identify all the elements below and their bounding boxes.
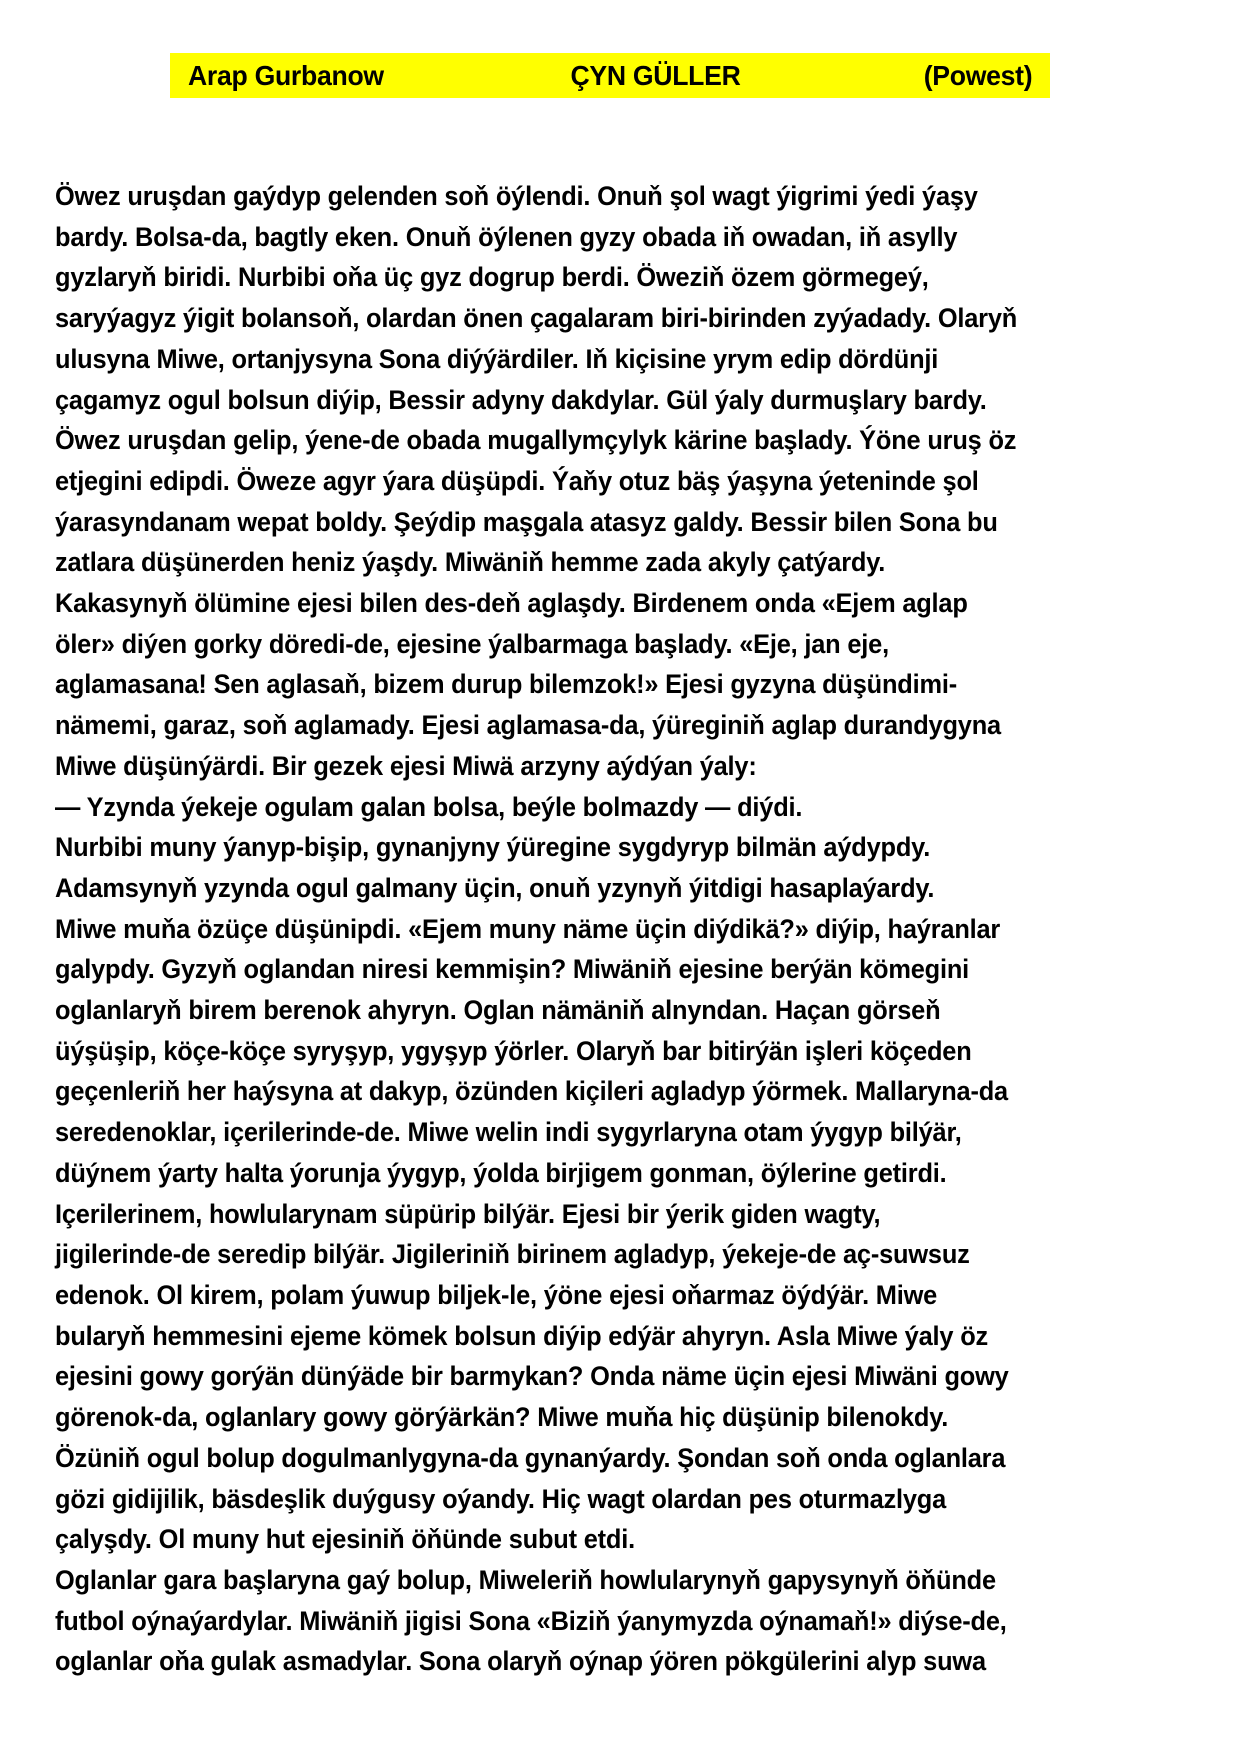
text-line: ejesini gowy gorýän dünýäde bir barmykan? Onda näme üçin ejesi Miwäni gowy bbox=[55, 1361, 1009, 1392]
text-line: Özüniň ogul bolup dogulmanlygyna-da gynanýardy. Şondan soň onda oglanlara bbox=[55, 1442, 1006, 1473]
text-line: Oglanlar gara başlaryna gaý bolup, Miweleriň howlularynyň gapysynyň öňünde bbox=[55, 1564, 996, 1595]
text-line: ýarasyndanam wepat boldy. Şeýdip maşgala atasyz galdy. Bessir bilen Sona bu bbox=[55, 506, 998, 537]
text-line: oglanlar oňa gulak asmadylar. Sona olaryň oýnap ýören pökgülerini alyp suwa bbox=[55, 1646, 986, 1677]
text-line: aglamasana! Sen aglasaň, bizem durup bilemzok!» Ejesi gyzyna düşündimi- bbox=[55, 669, 957, 700]
text-line: Miwe muňa özüçe düşünipdi. «Ejem muny näme üçin diýdikä?» diýip, haýranlar bbox=[55, 913, 1001, 944]
text-line: gyzlaryň biridi. Nurbibi oňa üç gyz dogrup berdi. Öweziň özem görmegeý, bbox=[55, 262, 929, 293]
text-line: seredenoklar, içerilerinde-de. Miwe welin indi sygyrlaryna otam ýygyp bilýär, bbox=[55, 1117, 962, 1148]
text-line: gözi gidijilik, bäsdeşlik duýgusy oýandy. Hiç wagt olardan pes oturmazlyga bbox=[55, 1483, 947, 1514]
text-line: Miwe düşünýärdi. Bir gezek ejesi Miwä arzyny aýdýan ýaly: bbox=[55, 750, 757, 781]
text-line: çagamyz ogul bolsun diýip, Bessir adyny dakdylar. Gül ýaly durmuşlary bardy. bbox=[55, 384, 987, 415]
document-body bbox=[55, 176, 1195, 1682]
text-line: saryýagyz ýigit bolansoň, olardan önen çagalaram biri-birinden zyýadady. Olaryň bbox=[55, 303, 1018, 334]
text-line: bardy. Bolsa-da, bagtly eken. Onuň öýlenen gyzy obada iň owadan, iň asylly bbox=[55, 221, 958, 252]
text-line: galypdy. Gyzyň oglandan niresi kemmişin? Miwäniň ejesine berýän kömegini bbox=[55, 954, 970, 985]
text-line: — Yzynda ýekeje ogulam galan bolsa, beýle bolmazdy — diýdi. bbox=[55, 791, 803, 822]
text-line: Kakasynyň ölümine ejesi bilen des-deň aglaşdy. Birdenem onda «Ejem aglap bbox=[55, 588, 968, 619]
text-line: Içerilerinem, howlularynam süpürip bilýär. Ejesi bir ýerik giden wagty, bbox=[55, 1198, 881, 1229]
text-line: üýşüşip, köçe-köçe syryşyp, ygyşyp ýörler. Olaryň bar bitirýän işleri köçeden bbox=[55, 1035, 972, 1066]
text-line: öler» diýen gorky döredi-de, ejesine ýalbarmaga başlady. «Eje, jan eje, bbox=[55, 628, 889, 659]
text-line: oglanlaryň birem berenok ahyryn. Oglan nämäniň alnyndan. Haçan görseň bbox=[55, 995, 941, 1026]
text-line: bularyň hemmesini ejeme kömek bolsun diýip edýär ahyryn. Asla Miwe ýaly öz bbox=[55, 1320, 989, 1351]
text-line: futbol oýnaýardylar. Miwäniň jigisi Sona «Biziň ýanymyzda oýnamaň!» diýse-de, bbox=[55, 1605, 1007, 1636]
text-line: edenok. Ol kirem, polam ýuwup biljek-le, ýöne ejesi oňarmaz öýdýär. Miwe bbox=[55, 1279, 938, 1310]
text-line: görenok-da, oglanlary gowy görýärkän? Miwe muňa hiç düşünip bilenokdy. bbox=[55, 1402, 949, 1433]
text-line: jigilerinde-de seredip bilýär. Jigileriniň birinem agladyp, ýekeje-de aç-suwsuz bbox=[55, 1239, 970, 1270]
text-line: Öwez uruşdan gaýdyp gelenden soň öýlendi. Onuň şol wagt ýigrimi ýedi ýaşy bbox=[55, 181, 978, 211]
text-line: çalyşdy. Ol muny hut ejesiniň öňünde subut etdi. bbox=[55, 1524, 635, 1555]
text-line: zatlara düşünerden heniz ýaşdy. Miwäniň hemme zada akyly çatýardy. bbox=[55, 547, 886, 578]
text-line: ulusyna Miwe, ortanjysyna Sona diýýärdiler. Iň kiçisine yrym edip dördünji bbox=[55, 343, 939, 374]
text-line: düýnem ýarty halta ýorunja ýygyp, ýolda birjigem gonman, öýlerine getirdi. bbox=[55, 1157, 947, 1188]
title-bar bbox=[170, 53, 1050, 98]
text-line: Adamsynyň yzynda ogul galmany üçin, onuň yzynyň ýitdigi hasaplaýardy. bbox=[55, 872, 935, 903]
text-line: etjegini edipdi. Öweze agyr ýara düşüpdi. Ýaňy otuz bäş ýaşyna ýeteninde şol bbox=[55, 465, 979, 496]
text-line: Nurbibi muny ýanyp-bişip, gynanjyny ýüregine sygdyryp bilmän aýdypdy. bbox=[55, 832, 931, 863]
text-line: Öwez uruşdan gelip, ýene-de obada mugallymçylyk kärine başlady. Ýöne uruş öz bbox=[55, 425, 1017, 456]
text-line: nämemi, garaz, soň aglamady. Ejesi aglamasa-da, ýüreginiň aglap durandygyna bbox=[55, 710, 1001, 741]
text-line: geçenleriň her haýsyna at dakyp, özünden kiçileri agladyp ýörmek. Mallaryna-da bbox=[55, 1076, 1008, 1107]
genre-label: (Powest) bbox=[923, 59, 1032, 91]
author-name: Arap Gurbanow bbox=[188, 59, 384, 91]
document-title: ÇYN GÜLLER bbox=[570, 59, 741, 91]
